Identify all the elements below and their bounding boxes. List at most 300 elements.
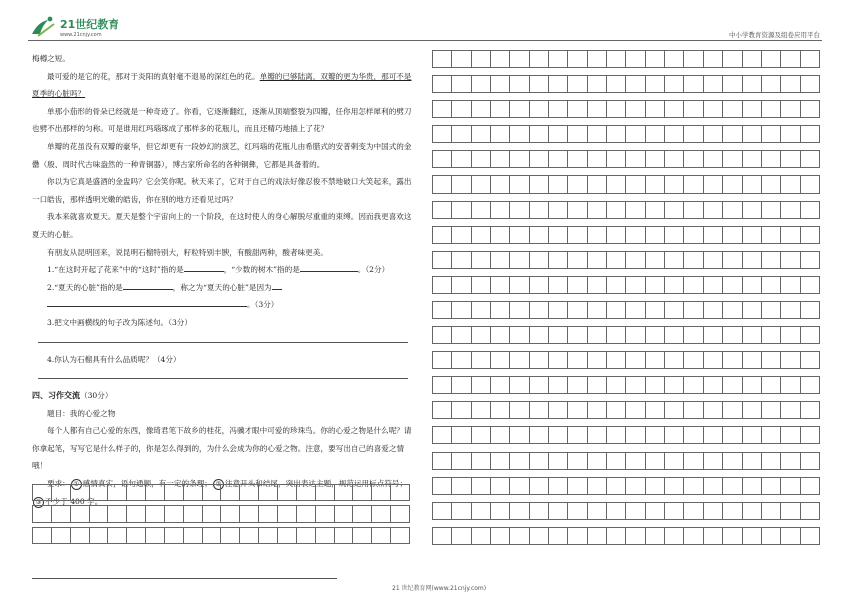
grid-cell[interactable] bbox=[164, 527, 183, 543]
grid-cell[interactable] bbox=[800, 126, 819, 143]
grid-cell[interactable] bbox=[684, 477, 703, 494]
grid-cell[interactable] bbox=[240, 527, 259, 543]
grid-cell[interactable] bbox=[587, 502, 606, 519]
grid-cell[interactable] bbox=[549, 151, 568, 168]
grid-cell[interactable] bbox=[315, 506, 334, 522]
grid-cell[interactable] bbox=[433, 251, 452, 268]
grid-cell[interactable] bbox=[645, 377, 664, 394]
grid-cell[interactable] bbox=[433, 276, 452, 293]
grid-cell[interactable] bbox=[510, 352, 529, 369]
grid-cell[interactable] bbox=[471, 51, 490, 68]
grid-cell[interactable] bbox=[587, 51, 606, 68]
grid-cell[interactable] bbox=[568, 452, 587, 469]
grid-cell[interactable] bbox=[665, 126, 684, 143]
grid-cell[interactable] bbox=[70, 485, 89, 501]
grid-cell[interactable] bbox=[353, 527, 372, 543]
grid-cell[interactable] bbox=[491, 151, 510, 168]
grid-cell[interactable] bbox=[146, 527, 165, 543]
grid-cell[interactable] bbox=[781, 452, 800, 469]
grid-cell[interactable] bbox=[452, 176, 471, 193]
grid-cell[interactable] bbox=[781, 276, 800, 293]
grid-cell[interactable] bbox=[353, 485, 372, 501]
grid-cell[interactable] bbox=[742, 226, 761, 243]
answer-blank-2b[interactable] bbox=[272, 280, 282, 290]
grid-cell[interactable] bbox=[665, 76, 684, 93]
grid-cell[interactable] bbox=[491, 477, 510, 494]
grid-cell[interactable] bbox=[491, 76, 510, 93]
grid-cell[interactable] bbox=[549, 251, 568, 268]
grid-cell[interactable] bbox=[568, 352, 587, 369]
grid-cell[interactable] bbox=[433, 76, 452, 93]
grid-cell[interactable] bbox=[568, 176, 587, 193]
grid-cell[interactable] bbox=[645, 176, 664, 193]
grid-cell[interactable] bbox=[471, 502, 490, 519]
grid-cell[interactable] bbox=[703, 76, 722, 93]
grid-cell[interactable] bbox=[433, 201, 452, 218]
grid-cell[interactable] bbox=[89, 485, 108, 501]
grid-cell[interactable] bbox=[800, 76, 819, 93]
grid-cell[interactable] bbox=[742, 402, 761, 419]
grid-cell[interactable] bbox=[491, 176, 510, 193]
grid-cell[interactable] bbox=[510, 452, 529, 469]
grid-cell[interactable] bbox=[607, 226, 626, 243]
grid-cell[interactable] bbox=[645, 151, 664, 168]
grid-cell[interactable] bbox=[723, 176, 742, 193]
grid-cell[interactable] bbox=[645, 477, 664, 494]
grid-cell[interactable] bbox=[607, 301, 626, 318]
grid-cell[interactable] bbox=[761, 126, 780, 143]
grid-cell[interactable] bbox=[742, 477, 761, 494]
grid-cell[interactable] bbox=[761, 51, 780, 68]
grid-cell[interactable] bbox=[334, 527, 353, 543]
grid-cell[interactable] bbox=[761, 527, 780, 544]
grid-cell[interactable] bbox=[761, 176, 780, 193]
grid-cell[interactable] bbox=[471, 151, 490, 168]
grid-cell[interactable] bbox=[742, 452, 761, 469]
grid-cell[interactable] bbox=[703, 477, 722, 494]
grid-cell[interactable] bbox=[491, 402, 510, 419]
grid-cell[interactable] bbox=[127, 506, 146, 522]
grid-cell[interactable] bbox=[452, 51, 471, 68]
grid-cell[interactable] bbox=[529, 452, 548, 469]
grid-cell[interactable] bbox=[626, 126, 645, 143]
grid-cell[interactable] bbox=[568, 126, 587, 143]
grid-cell[interactable] bbox=[277, 527, 296, 543]
grid-cell[interactable] bbox=[529, 251, 548, 268]
grid-cell[interactable] bbox=[452, 251, 471, 268]
grid-cell[interactable] bbox=[259, 485, 278, 501]
grid-cell[interactable] bbox=[723, 276, 742, 293]
grid-cell[interactable] bbox=[607, 527, 626, 544]
grid-cell[interactable] bbox=[587, 452, 606, 469]
grid-cell[interactable] bbox=[607, 151, 626, 168]
grid-cell[interactable] bbox=[723, 301, 742, 318]
grid-cell[interactable] bbox=[723, 126, 742, 143]
grid-cell[interactable] bbox=[568, 402, 587, 419]
grid-cell[interactable] bbox=[529, 527, 548, 544]
grid-cell[interactable] bbox=[452, 201, 471, 218]
grid-cell[interactable] bbox=[665, 101, 684, 118]
grid-cell[interactable] bbox=[684, 352, 703, 369]
grid-cell[interactable] bbox=[334, 506, 353, 522]
grid-cell[interactable] bbox=[742, 327, 761, 344]
grid-cell[interactable] bbox=[626, 51, 645, 68]
grid-cell[interactable] bbox=[684, 176, 703, 193]
grid-cell[interactable] bbox=[781, 502, 800, 519]
grid-cell[interactable] bbox=[568, 301, 587, 318]
grid-cell[interactable] bbox=[684, 201, 703, 218]
grid-cell[interactable] bbox=[626, 101, 645, 118]
grid-cell[interactable] bbox=[471, 452, 490, 469]
grid-cell[interactable] bbox=[607, 51, 626, 68]
grid-cell[interactable] bbox=[433, 527, 452, 544]
answer-blank-1b[interactable] bbox=[300, 262, 358, 272]
grid-cell[interactable] bbox=[568, 477, 587, 494]
grid-cell[interactable] bbox=[491, 502, 510, 519]
grid-cell[interactable] bbox=[800, 477, 819, 494]
grid-cell[interactable] bbox=[703, 276, 722, 293]
grid-cell[interactable] bbox=[549, 502, 568, 519]
grid-cell[interactable] bbox=[703, 126, 722, 143]
grid-cell[interactable] bbox=[742, 176, 761, 193]
grid-cell[interactable] bbox=[703, 301, 722, 318]
grid-cell[interactable] bbox=[471, 176, 490, 193]
grid-cell[interactable] bbox=[781, 201, 800, 218]
grid-cell[interactable] bbox=[781, 226, 800, 243]
grid-cell[interactable] bbox=[510, 276, 529, 293]
grid-cell[interactable] bbox=[471, 352, 490, 369]
grid-cell[interactable] bbox=[665, 352, 684, 369]
grid-cell[interactable] bbox=[781, 251, 800, 268]
grid-cell[interactable] bbox=[645, 352, 664, 369]
grid-cell[interactable] bbox=[549, 301, 568, 318]
grid-cell[interactable] bbox=[742, 301, 761, 318]
grid-cell[interactable] bbox=[723, 76, 742, 93]
grid-cell[interactable] bbox=[587, 527, 606, 544]
grid-cell[interactable] bbox=[491, 51, 510, 68]
grid-cell[interactable] bbox=[491, 276, 510, 293]
grid-cell[interactable] bbox=[703, 226, 722, 243]
grid-cell[interactable] bbox=[723, 51, 742, 68]
grid-cell[interactable] bbox=[51, 485, 70, 501]
grid-cell[interactable] bbox=[607, 126, 626, 143]
grid-cell[interactable] bbox=[761, 201, 780, 218]
grid-cell[interactable] bbox=[146, 485, 165, 501]
grid-cell[interactable] bbox=[471, 201, 490, 218]
grid-cell[interactable] bbox=[607, 251, 626, 268]
grid-cell[interactable] bbox=[781, 427, 800, 444]
grid-cell[interactable] bbox=[626, 176, 645, 193]
grid-cell[interactable] bbox=[626, 452, 645, 469]
grid-cell[interactable] bbox=[607, 452, 626, 469]
grid-cell[interactable] bbox=[684, 126, 703, 143]
grid-cell[interactable] bbox=[665, 477, 684, 494]
grid-cell[interactable] bbox=[761, 101, 780, 118]
grid-cell[interactable] bbox=[742, 502, 761, 519]
grid-cell[interactable] bbox=[761, 452, 780, 469]
grid-cell[interactable] bbox=[277, 506, 296, 522]
grid-cell[interactable] bbox=[471, 377, 490, 394]
grid-cell[interactable] bbox=[607, 101, 626, 118]
grid-cell[interactable] bbox=[626, 352, 645, 369]
grid-cell[interactable] bbox=[549, 427, 568, 444]
grid-cell[interactable] bbox=[452, 151, 471, 168]
grid-cell[interactable] bbox=[645, 452, 664, 469]
grid-cell[interactable] bbox=[742, 201, 761, 218]
grid-cell[interactable] bbox=[703, 402, 722, 419]
grid-cell[interactable] bbox=[433, 301, 452, 318]
grid-cell[interactable] bbox=[645, 301, 664, 318]
answer-line-3[interactable] bbox=[38, 332, 408, 343]
grid-cell[interactable] bbox=[183, 506, 202, 522]
grid-cell[interactable] bbox=[108, 485, 127, 501]
grid-cell[interactable] bbox=[645, 327, 664, 344]
grid-cell[interactable] bbox=[800, 377, 819, 394]
grid-cell[interactable] bbox=[684, 377, 703, 394]
grid-cell[interactable] bbox=[703, 151, 722, 168]
grid-cell[interactable] bbox=[665, 176, 684, 193]
grid-cell[interactable] bbox=[665, 226, 684, 243]
grid-cell[interactable] bbox=[742, 527, 761, 544]
grid-cell[interactable] bbox=[761, 327, 780, 344]
grid-cell[interactable] bbox=[471, 327, 490, 344]
grid-cell[interactable] bbox=[645, 502, 664, 519]
grid-cell[interactable] bbox=[742, 51, 761, 68]
grid-cell[interactable] bbox=[510, 151, 529, 168]
grid-cell[interactable] bbox=[645, 226, 664, 243]
grid-cell[interactable] bbox=[723, 527, 742, 544]
grid-cell[interactable] bbox=[433, 51, 452, 68]
answer-blank-2a[interactable] bbox=[123, 280, 173, 290]
answer-blank-2c[interactable] bbox=[47, 297, 247, 307]
grid-cell[interactable] bbox=[452, 226, 471, 243]
grid-cell[interactable] bbox=[645, 427, 664, 444]
grid-cell[interactable] bbox=[549, 352, 568, 369]
grid-cell[interactable] bbox=[781, 377, 800, 394]
grid-cell[interactable] bbox=[315, 485, 334, 501]
grid-cell[interactable] bbox=[781, 176, 800, 193]
grid-cell[interactable] bbox=[510, 201, 529, 218]
grid-cell[interactable] bbox=[510, 327, 529, 344]
grid-cell[interactable] bbox=[587, 101, 606, 118]
grid-cell[interactable] bbox=[607, 176, 626, 193]
grid-cell[interactable] bbox=[781, 527, 800, 544]
grid-cell[interactable] bbox=[491, 377, 510, 394]
grid-cell[interactable] bbox=[800, 301, 819, 318]
grid-cell[interactable] bbox=[703, 201, 722, 218]
grid-cell[interactable] bbox=[529, 176, 548, 193]
grid-cell[interactable] bbox=[607, 201, 626, 218]
grid-cell[interactable] bbox=[665, 427, 684, 444]
grid-cell[interactable] bbox=[723, 502, 742, 519]
grid-cell[interactable] bbox=[684, 502, 703, 519]
grid-cell[interactable] bbox=[626, 377, 645, 394]
grid-cell[interactable] bbox=[800, 327, 819, 344]
grid-cell[interactable] bbox=[723, 327, 742, 344]
grid-cell[interactable] bbox=[626, 402, 645, 419]
grid-cell[interactable] bbox=[491, 452, 510, 469]
grid-cell[interactable] bbox=[723, 101, 742, 118]
grid-cell[interactable] bbox=[202, 485, 221, 501]
grid-cell[interactable] bbox=[452, 327, 471, 344]
grid-cell[interactable] bbox=[491, 101, 510, 118]
grid-cell[interactable] bbox=[471, 76, 490, 93]
grid-cell[interactable] bbox=[703, 101, 722, 118]
grid-cell[interactable] bbox=[607, 402, 626, 419]
grid-cell[interactable] bbox=[568, 51, 587, 68]
grid-cell[interactable] bbox=[452, 427, 471, 444]
grid-cell[interactable] bbox=[452, 452, 471, 469]
grid-cell[interactable] bbox=[510, 377, 529, 394]
grid-cell[interactable] bbox=[587, 301, 606, 318]
writing-grid-right[interactable] bbox=[432, 50, 820, 545]
grid-cell[interactable] bbox=[626, 76, 645, 93]
grid-cell[interactable] bbox=[684, 327, 703, 344]
grid-cell[interactable] bbox=[529, 327, 548, 344]
grid-cell[interactable] bbox=[568, 151, 587, 168]
grid-cell[interactable] bbox=[510, 301, 529, 318]
grid-cell[interactable] bbox=[568, 251, 587, 268]
grid-cell[interactable] bbox=[259, 527, 278, 543]
grid-cell[interactable] bbox=[89, 506, 108, 522]
grid-cell[interactable] bbox=[645, 76, 664, 93]
grid-cell[interactable] bbox=[645, 402, 664, 419]
grid-cell[interactable] bbox=[433, 101, 452, 118]
grid-cell[interactable] bbox=[800, 276, 819, 293]
grid-cell[interactable] bbox=[529, 502, 548, 519]
grid-cell[interactable] bbox=[761, 427, 780, 444]
grid-cell[interactable] bbox=[626, 151, 645, 168]
grid-cell[interactable] bbox=[607, 276, 626, 293]
grid-cell[interactable] bbox=[607, 477, 626, 494]
grid-cell[interactable] bbox=[684, 527, 703, 544]
grid-cell[interactable] bbox=[800, 176, 819, 193]
grid-cell[interactable] bbox=[471, 226, 490, 243]
grid-cell[interactable] bbox=[221, 527, 240, 543]
grid-cell[interactable] bbox=[372, 527, 391, 543]
grid-cell[interactable] bbox=[433, 126, 452, 143]
grid-cell[interactable] bbox=[703, 51, 722, 68]
grid-cell[interactable] bbox=[645, 276, 664, 293]
grid-cell[interactable] bbox=[433, 427, 452, 444]
grid-cell[interactable] bbox=[433, 477, 452, 494]
grid-cell[interactable] bbox=[587, 176, 606, 193]
grid-cell[interactable] bbox=[568, 327, 587, 344]
grid-cell[interactable] bbox=[742, 251, 761, 268]
grid-cell[interactable] bbox=[433, 226, 452, 243]
grid-cell[interactable] bbox=[433, 176, 452, 193]
grid-cell[interactable] bbox=[665, 377, 684, 394]
grid-cell[interactable] bbox=[391, 527, 410, 543]
grid-cell[interactable] bbox=[684, 51, 703, 68]
grid-cell[interactable] bbox=[587, 151, 606, 168]
grid-cell[interactable] bbox=[703, 502, 722, 519]
grid-cell[interactable] bbox=[587, 377, 606, 394]
grid-cell[interactable] bbox=[452, 377, 471, 394]
grid-cell[interactable] bbox=[529, 51, 548, 68]
grid-cell[interactable] bbox=[127, 485, 146, 501]
grid-cell[interactable] bbox=[491, 226, 510, 243]
grid-cell[interactable] bbox=[742, 126, 761, 143]
grid-cell[interactable] bbox=[471, 276, 490, 293]
grid-cell[interactable] bbox=[665, 527, 684, 544]
grid-cell[interactable] bbox=[510, 226, 529, 243]
grid-cell[interactable] bbox=[296, 506, 315, 522]
grid-cell[interactable] bbox=[587, 276, 606, 293]
grid-cell[interactable] bbox=[549, 327, 568, 344]
grid-cell[interactable] bbox=[164, 485, 183, 501]
grid-cell[interactable] bbox=[433, 377, 452, 394]
grid-cell[interactable] bbox=[240, 506, 259, 522]
grid-cell[interactable] bbox=[452, 126, 471, 143]
grid-cell[interactable] bbox=[645, 101, 664, 118]
grid-cell[interactable] bbox=[529, 226, 548, 243]
grid-cell[interactable] bbox=[549, 477, 568, 494]
grid-cell[interactable] bbox=[800, 502, 819, 519]
grid-cell[interactable] bbox=[645, 126, 664, 143]
grid-cell[interactable] bbox=[452, 301, 471, 318]
grid-cell[interactable] bbox=[89, 527, 108, 543]
grid-cell[interactable] bbox=[665, 502, 684, 519]
grid-cell[interactable] bbox=[761, 276, 780, 293]
grid-cell[interactable] bbox=[684, 452, 703, 469]
grid-cell[interactable] bbox=[684, 101, 703, 118]
grid-cell[interactable] bbox=[800, 151, 819, 168]
grid-cell[interactable] bbox=[510, 502, 529, 519]
grid-cell[interactable] bbox=[761, 402, 780, 419]
grid-cell[interactable] bbox=[529, 377, 548, 394]
grid-cell[interactable] bbox=[471, 126, 490, 143]
grid-cell[interactable] bbox=[549, 101, 568, 118]
grid-cell[interactable] bbox=[549, 226, 568, 243]
grid-cell[interactable] bbox=[568, 427, 587, 444]
grid-cell[interactable] bbox=[684, 276, 703, 293]
grid-cell[interactable] bbox=[723, 226, 742, 243]
grid-cell[interactable] bbox=[723, 151, 742, 168]
grid-cell[interactable] bbox=[510, 251, 529, 268]
grid-cell[interactable] bbox=[491, 126, 510, 143]
grid-cell[interactable] bbox=[742, 151, 761, 168]
grid-cell[interactable] bbox=[703, 377, 722, 394]
grid-cell[interactable] bbox=[510, 427, 529, 444]
grid-cell[interactable] bbox=[471, 477, 490, 494]
grid-cell[interactable] bbox=[800, 527, 819, 544]
grid-cell[interactable] bbox=[645, 51, 664, 68]
grid-cell[interactable] bbox=[587, 251, 606, 268]
grid-cell[interactable] bbox=[108, 527, 127, 543]
grid-cell[interactable] bbox=[529, 201, 548, 218]
grid-cell[interactable] bbox=[510, 76, 529, 93]
grid-cell[interactable] bbox=[296, 485, 315, 501]
grid-cell[interactable] bbox=[529, 301, 548, 318]
grid-cell[interactable] bbox=[781, 327, 800, 344]
grid-cell[interactable] bbox=[529, 76, 548, 93]
grid-cell[interactable] bbox=[353, 506, 372, 522]
grid-cell[interactable] bbox=[761, 151, 780, 168]
grid-cell[interactable] bbox=[549, 402, 568, 419]
grid-cell[interactable] bbox=[607, 352, 626, 369]
grid-cell[interactable] bbox=[626, 276, 645, 293]
grid-cell[interactable] bbox=[529, 427, 548, 444]
grid-cell[interactable] bbox=[665, 251, 684, 268]
grid-cell[interactable] bbox=[781, 151, 800, 168]
grid-cell[interactable] bbox=[433, 502, 452, 519]
grid-cell[interactable] bbox=[587, 477, 606, 494]
grid-cell[interactable] bbox=[491, 527, 510, 544]
grid-cell[interactable] bbox=[761, 502, 780, 519]
grid-cell[interactable] bbox=[587, 201, 606, 218]
grid-cell[interactable] bbox=[761, 352, 780, 369]
